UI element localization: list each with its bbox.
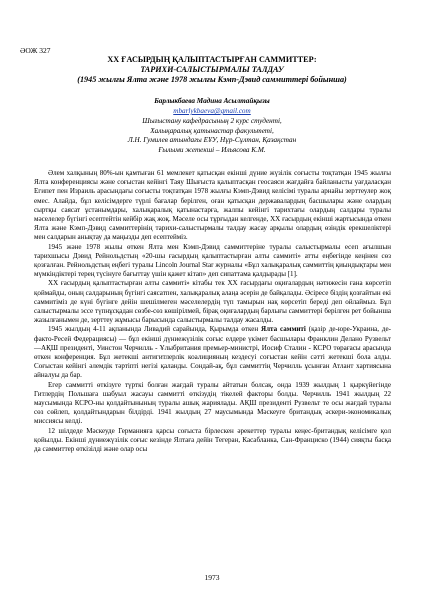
yalta-summit-term: Ялта саммиті [261,325,306,334]
paragraph-4-rest: (қазір де-юре-Украина, де-факто-Ресей Федерациясы) — бұл екінші дүниежүзілік соғыс елдере үкімет басшылары Франклин Делано Рузвельт —АҚШ президенті, Уинстон Черчилль - Ұлыбритания премьер-министрі, Иосиф Сталин - КСРО төрағасы арасында өткен конференция. Бұл жетекші антигитлерлік коалицияның кездесуі соғыстан кейін сәтті жетекші бола алды. Соғыстан кейінгі әлемдік тәртіпті негізі қаланды. Сондай-ақ, бұл саммиттің Черчилль ұсынған Атлант хартиясына айналуы да бар. [34,325,391,380]
paper-title-line-2: ТАРИХИ-САЛЫСТЫРМАЛЫ ТАЛДАУ [140,65,284,74]
paragraph-2: 1945 және 1978 жылы өткен Ялта мен Кэмп-Дэвид саммиттеріне туралы салыстырмалы есеп ағылшын тарихшысы Дэвид Рейнольдстың «20-шы ғасырдың қалыптастырған алты саммиті» атты еңбегінде кеңінен сөз қозғалған. Рейнольдстың еңбегі туралы Lincoln Journal Star журналы «Бұл халықаралық саммиттің қиындықтары мен мүмкіндіктері терең түсінуге бағыттау үшін қажет кітап» деп сипаттама қалдырады [1]. [34,242,391,279]
paper-title-line-1: XX ҒАСЫРДЫҢ ҚАЛЫПТАСТЫРҒАН САММИТТЕР: [107,55,317,64]
paragraph-5: Егер саммитті өткізуге түрткі болған жағдай туралы айтатын болсақ, онда 1939 жылдың 1 қыркүйегінде Гитлердің Польшаға шабуыл жасауы саммитті өткізудің тікелей факторы болды. Черчилль 1941 жылдың 22 маусымында КСРО-ны қолдайтынының туралы ашық жариялады. АҚШ президенті Рузвельт те осы жағдай туралы сөз сөйлеп, қолдайтындарын білдірді. 1941 жылдың 27 маусымында Мәскеуге британдық әскери-экономикалық миссиясы келді. [34,380,391,426]
article-body [34,169,391,454]
page-number: 1973 [204,573,220,582]
paragraph-4-start: 1945 жылдың 4-11 ақпанында Ливадий сарайында, Қырымда өткен [48,325,262,334]
scientific-supervisor: Ғылыми жетекші – Ильясова К.М. [158,145,266,154]
author-affiliation-3: Л.Н. Гумилев атындағы ЕҰУ, Нұр-Сұлтан, Қазақстан [127,136,297,144]
paragraph-3: XX ғасырдың қалыптастырған алты саммиті» кітабы тек XX ғасырдағы оқиғалардың нәтижесін ғана көрсетіп қоймайды, оның салдарының бүгінгі саясатпен, халықаралық алаңа әсерін де байқалады. Әсіресе біздің қозғайтын екі саммитіміз де күні бүгінге дейін шешілмеген мәселелердің түп тамырын нақ көрсетіп береді деп ойлаймыз. Бұл салыстырмалы эссе түпнұсқадан сөзбе-сөз көшірілмей, бірақ оқиғалардың барлығы саммиттері берілген рет бойынша жазылғанымен де, зерттеу жұмысы барысында салыстырмалы талдау жасалды. [34,279,391,325]
author-affiliation-1: Шығыстану кафедрасының 2 курс студенті, [142,117,282,125]
paragraph-4 [34,325,391,380]
udc-code: ӘОЖ 327 [20,46,51,55]
author-affiliation-2: Халықаралық қатынастар факультеті, [150,126,274,135]
paper-title-line-3: (1945 жылғы Ялта және 1978 жылғы Кэмп-Дэвид саммиттері бойынша) [77,75,347,84]
paragraph-6: 12 шілдеде Мәскеуде Германияға қарсы соғыста бірлескен әрекеттер туралы кеңес-британдық келісімге қол қойылды. Екінші дүниежүзілік соғыс кезінде Ялтаға дейін Тегеран, Касабланка, Сан-Франциско (1944) сияқты басқа да саммиттер өткізілді және олар осы [34,426,391,454]
author-email-link[interactable]: mbarlykbaeva@gmail.com [173,107,251,115]
author-name: Барлыкбаева Мадина Асылтайқызы [154,97,270,105]
paragraph-1: Әлем халқының 80%-ын қамтыған 61 мемлекет қатысқан екінші дүние жүзілік соғысты тоқтатқан 1945 жылғы Ялта конференциясы және соғыстан кейінгі Таяу Шығыста қалыптасқан геосаяси жағдайға байланысты уағдаласқан Египет пен Израиль арасындағы соғысты тоқтатқан 1978 жылғы Кэмп-Дэвид келісімі туралы арнайы зерттеулер жоқ емес. Алайда, бұл келісімдерге түрлі бағалар берілген, оған қатысқан державалардың басшылары және олардың сыртқы саясат ұстанымдары, халықаралық қатынастарға, жалпы кейінгі тарихтағы олардың салдары туралы мәселелер бүгінгі есептейтін кейбір жақ жоқ. Мәселе осы тұрғыдан келгенде, XX ғасырдың екінші жартысында өткен Ялта және Кэмп-Дэвид саммиттерінің тарихи-салыстырмалы талдау жасау арқылы олардың өзіндік ерекшеліктері мен салдарын анықтау да маңызды деп есептейміз. [34,169,391,242]
